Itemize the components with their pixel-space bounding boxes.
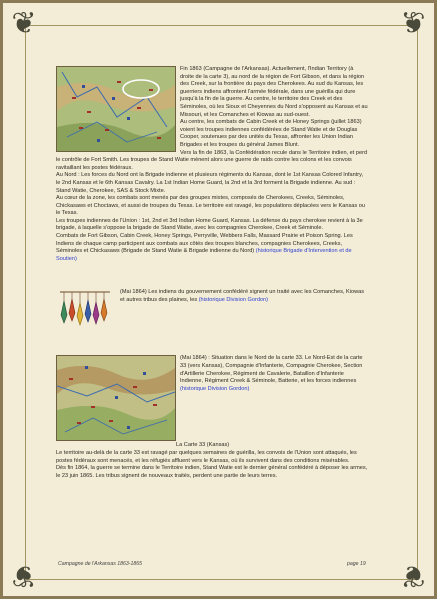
paragraph	[56, 233, 368, 263]
map-caption: La Carte 33 (Kansas)	[176, 442, 230, 449]
corner-ornament-icon: ❦	[400, 6, 426, 41]
history-link[interactable]: (historique Division Gordon)	[198, 297, 269, 304]
corner-ornament-icon: ❦	[11, 558, 37, 593]
feathers-illustration	[56, 289, 114, 329]
section-campaign-map	[56, 66, 368, 263]
paragraph: Au centre, les combats de Cabin Creek et de Honey Springs (juillet 1863) voient les troupes indiennes confédérées de Stand Watie et de Douglas Cooper, soutenues par des unités du Texas, affronter les Union Indian Brigades et les troupes du général James Blunt.	[180, 119, 362, 148]
history-link[interactable]: (historique Brigade d'Intervention et de Soutien)	[56, 248, 352, 262]
paragraph-text: (Mai 1864) : Situation dans le Nord de la carte 33. Le Nord-Est de la carte 33 (vers Kansas), Compagnie d'Infanterie, Compagnie Cherokee, Section d'Artillerie Cherokee, Régiment de Cavalerie, Bataillon d'Infanterie Indienne, Régiment Creek & Séminole, Batterie, et les forces indiennes	[180, 355, 363, 385]
corner-ornament-icon: ❦	[400, 558, 426, 593]
page-number: page 19	[347, 561, 366, 567]
paragraph: Fin 1863 (Campagne de l'Arkansas). Actuellement, l'Indian Territory (à droite de la carte 3), au nord de la région de Fort Gibson, et dans la région des Creek, sur la frontière du pays des Cherokees. Au sud du Kansas, les guerriers indiens affrontent l'armée fédérale, dans une guérilla qui dure jusqu'à la fin de la guerre. Au centre, le territoire des Creek et des Séminoles, où les Sioux et Cheyennes du Nord s'opposent au Kansas et au Missouri, et les Comanches et Kiowas au sud-ouest.	[180, 66, 368, 118]
document-body	[56, 66, 368, 480]
section-kansas-map	[56, 355, 368, 480]
paragraph: Le territoire au-delà de la carte 33 est ravagé par quelques semaines de guérilla, les convois de l'Union sont attaqués, les postes fédéraux sont menacés, et les réfugiés affluent vers le Kansas, où ils survivent dans des conditions misérables.	[56, 450, 357, 464]
paragraph: Vers la fin de 1863, la Confédération recule dans le Territoire indien, et perd le contrôle de Fort Smith. Les troupes de Stand Watie mènent alors une guerre de raids contre les colons et les convois ravitaillant les postes fédéraux.	[56, 149, 368, 171]
footer-title: Campagne de l'Arkansas 1863-1865	[58, 561, 143, 567]
map-illustration	[56, 355, 176, 441]
paragraph: Au cœur de la zone, les combats sont menés par des groupes mixtes, composés de Cherokees, Creeks, Séminoles, Chickasaws et Choctaws, et aussi de troupes du Texas. Le territoire est ravagé, les populations déplacées vers le Kansas ou le Texas.	[56, 195, 365, 217]
paragraph-text: (Mai 1864) Les indiens du gouvernement confédéré signent un traité avec les Comanches, Kiowas et autres tribus des plaines, les	[120, 289, 365, 304]
history-link[interactable]: (historique Division Gordon)	[180, 385, 250, 392]
paragraph: Dès fin 1864, la guerre se termine dans le Territoire indien, Stand Watie est le dernier général confédéré à déposer les armes, le 23 juin 1865. Les tribus signent de nouveaux traités, perdent une partie de leurs terres.	[56, 465, 368, 479]
section-feathers	[56, 289, 368, 329]
paragraph: Les troupes indiennes de l'Union : 1st, 2nd et 3rd Indian Home Guard, Kansas. La défense du pays cherokee revient à la 3e brigade, à laquelle s'oppose la brigade de Stand Watie, avec les compagnies Cherokee, Creek et Séminole.	[56, 217, 363, 232]
paragraph-text: Combats de Fort Gibson, Cabin Creek, Honey Springs, Perryville, Webbers Falls, Massard Prairie et Poison Spring. Les Indiens de chaque camp participent aux combats aux côtés des troupes blanches, compagnies Cherokees, Creeks, Séminoles et Chickasaws (Brigade de Stand Watie & Brigade indienne du Nord)	[56, 233, 353, 255]
map-illustration	[56, 66, 176, 152]
paragraph: Au Nord : Les forces du Nord ont la Brigade indienne et plusieurs régiments du Kansas, dont le 1st Kansas Colored Infantry, le 2nd Kansas et le 6th Kansas Cavalry. La 1st Indian Home Guard, la 2nd et la 3rd forment la Brigade indienne. Au sud : Stand Watie, Cherokee, SAS & Stock Mixte.	[56, 172, 364, 194]
corner-ornament-icon: ❦	[11, 6, 37, 41]
